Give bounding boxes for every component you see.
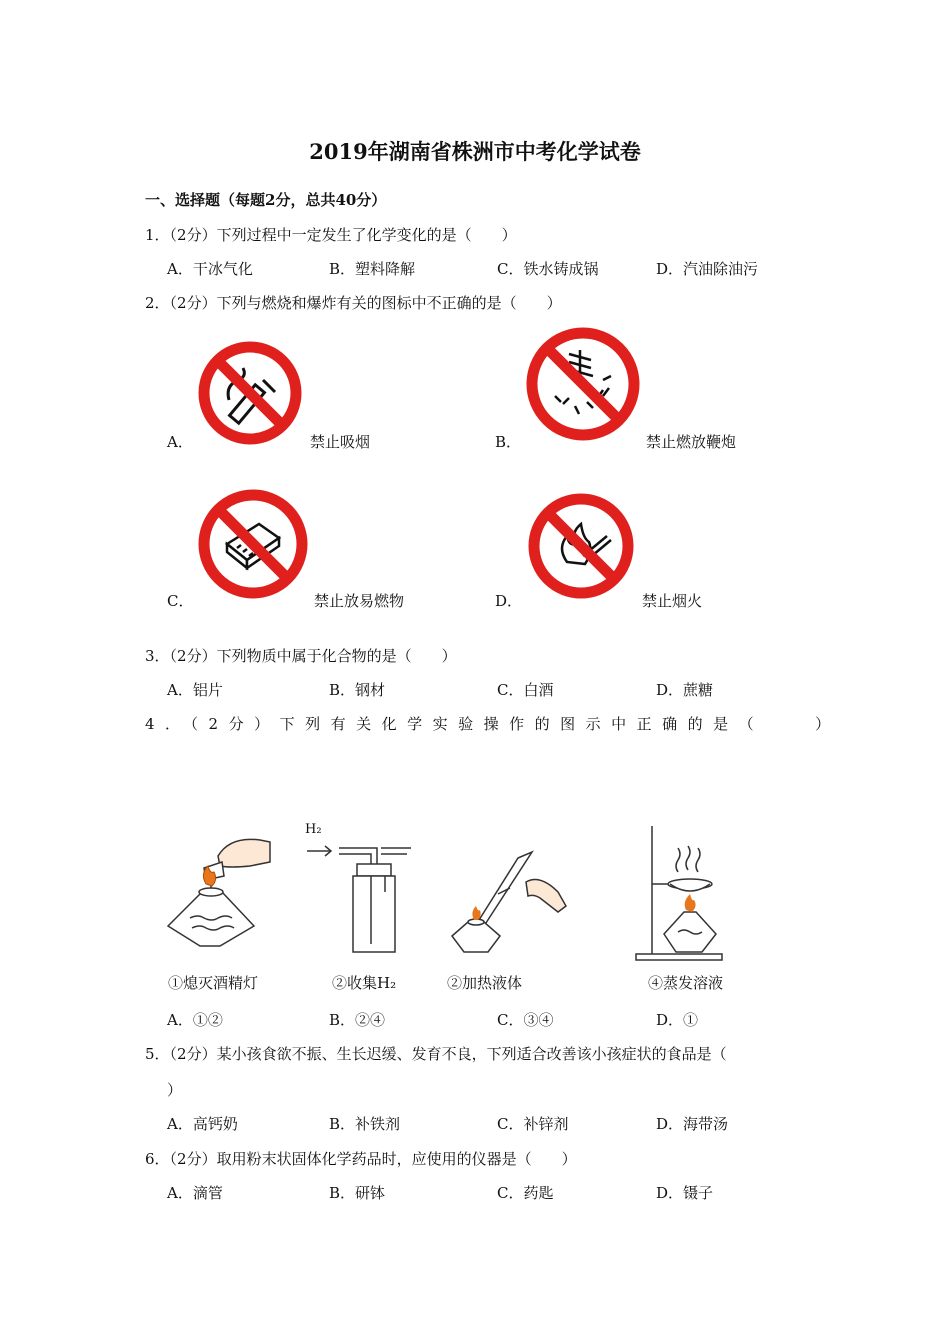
sign-b-label: 禁止燃放鞭炮: [646, 433, 737, 451]
sign-c-label: 禁止放易燃物: [314, 592, 405, 610]
q4-option-d[interactable]: D．①: [656, 1011, 699, 1029]
alcohol-lamp-extinguish-figure: [160, 828, 275, 953]
figure-caption-3: ②加热液体: [447, 974, 523, 992]
gas-collection-bottle-figure: [305, 840, 415, 955]
q3-option-c[interactable]: C．白酒: [497, 681, 554, 699]
q2-option-b[interactable]: B．: [495, 433, 522, 451]
q5-option-a[interactable]: A．高钙奶: [167, 1115, 238, 1133]
q5-option-b[interactable]: B．补铁剂: [329, 1115, 401, 1133]
q3-option-b[interactable]: B．钢材: [329, 681, 386, 699]
q3-option-d[interactable]: D．蔗糖: [656, 681, 714, 699]
q5-option-d[interactable]: D．海带汤: [656, 1115, 729, 1133]
no-smoking-icon: [197, 340, 303, 446]
q2-option-d[interactable]: D．: [495, 592, 523, 610]
q1-option-d[interactable]: D．汽油除油污: [656, 260, 759, 278]
evaporation-figure: [630, 822, 730, 962]
question-5-stem-cont: ）: [167, 1081, 183, 1099]
q5-option-c[interactable]: C．补锌剂: [497, 1115, 569, 1133]
q2-option-a[interactable]: A．: [167, 433, 193, 451]
figure-caption-4: ④蒸发溶液: [648, 974, 724, 992]
q1-option-c[interactable]: C．铁水铸成锅: [497, 260, 599, 278]
q6-option-b[interactable]: B．研钵: [329, 1184, 386, 1202]
q4-option-b[interactable]: B．②④: [329, 1011, 386, 1029]
q6-option-a[interactable]: A．滴管: [167, 1184, 223, 1202]
question-3-stem: 3．（2分）下列物质中属于化合物的是（ ）: [145, 647, 457, 665]
q4-option-c[interactable]: C．③④: [497, 1011, 554, 1029]
heating-liquid-figure: [448, 848, 573, 958]
q1-option-a[interactable]: A．干冰气化: [167, 260, 253, 278]
q3-option-a[interactable]: A．铝片: [167, 681, 223, 699]
q1-option-b[interactable]: B．塑料降解: [329, 260, 416, 278]
no-firecrackers-icon: [525, 326, 641, 442]
figure-caption-1: ①熄灭酒精灯: [168, 974, 259, 992]
page-title: 2019年湖南省株洲市中考化学试卷: [309, 139, 641, 164]
sign-a-label: 禁止吸烟: [310, 433, 371, 451]
question-6-stem: 6．（2分）取用粉末状固体化学药品时，应使用的仪器是（ ）: [145, 1150, 577, 1168]
q2-option-c[interactable]: C．: [167, 592, 194, 610]
question-4-stem: 4．（2分）下列有关化学实验操作的图示中正确的是（ ）: [145, 715, 841, 733]
q4-option-a[interactable]: A．①②: [167, 1011, 223, 1029]
no-fire-icon: [527, 492, 635, 600]
question-1-stem: 1．（2分）下列过程中一定发生了化学变化的是（ ）: [145, 226, 517, 244]
sign-d-label: 禁止烟火: [642, 592, 703, 610]
question-5-stem: 5．（2分）某小孩食欲不振、生长迟缓、发育不良，下列适合改善该小孩症状的食品是（: [145, 1045, 727, 1063]
q6-option-c[interactable]: C．药匙: [497, 1184, 554, 1202]
q6-option-d[interactable]: D．镊子: [656, 1184, 714, 1202]
h2-label: H₂: [305, 822, 322, 837]
figure-caption-2: ②收集H₂: [332, 974, 397, 992]
section-heading: 一、选择题（每题2分，总共40分）: [145, 191, 387, 209]
no-flammables-icon: [197, 488, 309, 600]
question-2-stem: 2．（2分）下列与燃烧和爆炸有关的图标中不正确的是（ ）: [145, 294, 562, 312]
